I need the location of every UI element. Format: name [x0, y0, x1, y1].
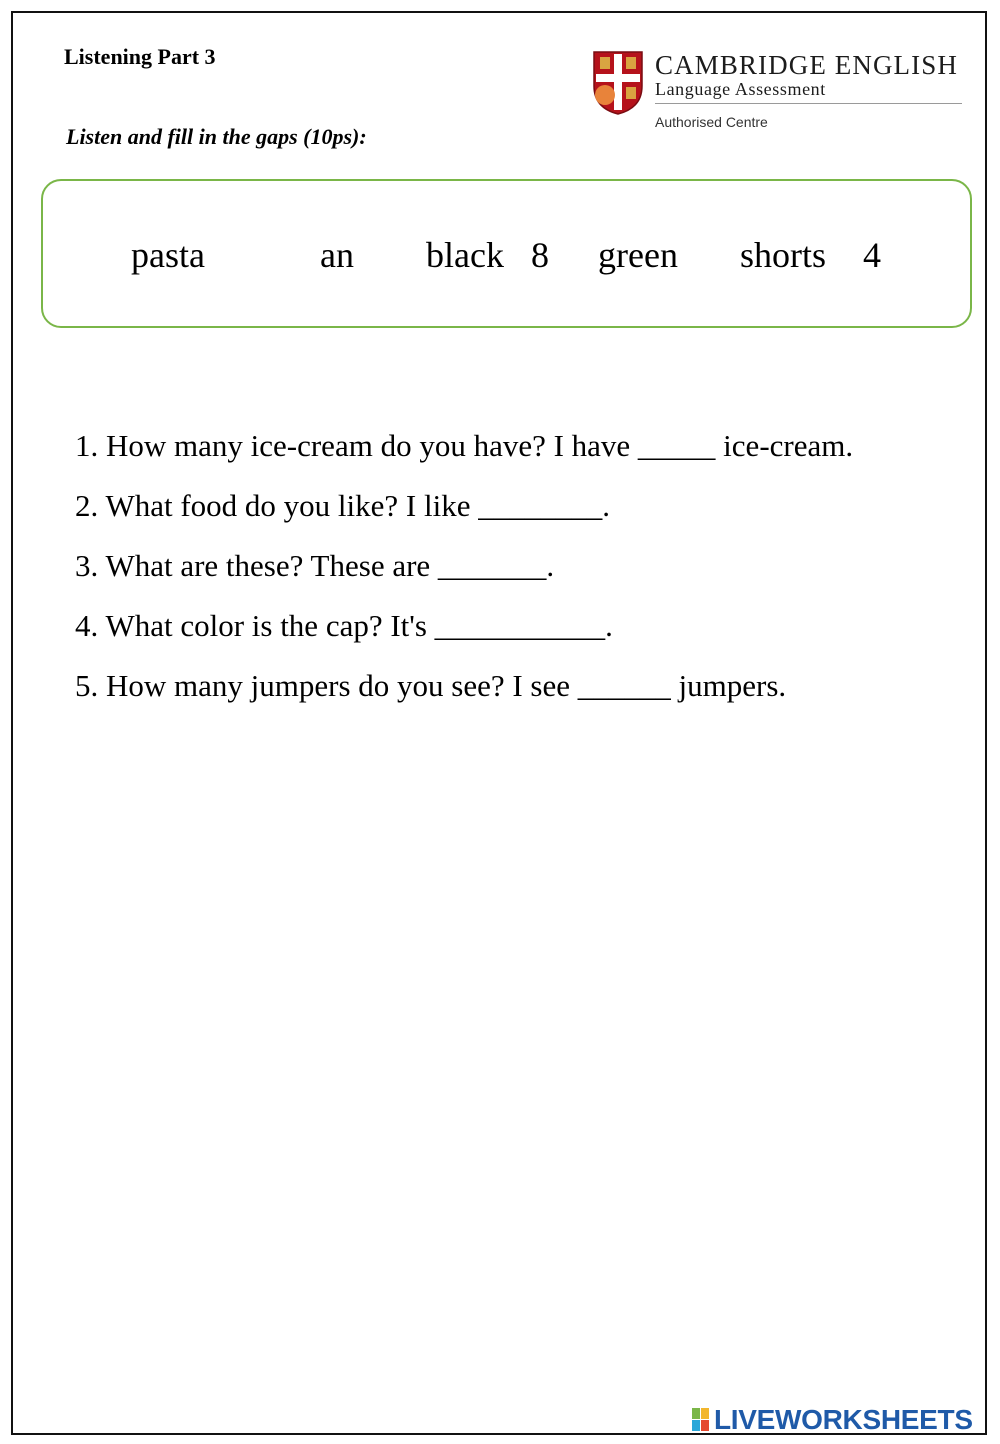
word-bank-item: green	[598, 235, 678, 275]
question-item: 1. How many ice-cream do you have? I have _____ ice-cream.	[75, 428, 854, 463]
question-item: 5. How many jumpers do you see? I see ______ jumpers.	[75, 668, 787, 703]
word-bank-item: 8	[531, 235, 549, 275]
word-bank-item: pasta	[131, 235, 205, 275]
word-bank	[41, 179, 972, 328]
watermark-text: LIVEWORKSHEETS	[714, 1404, 973, 1435]
logo-centre: Authorised Centre	[655, 114, 768, 130]
cambridge-logo	[592, 50, 964, 134]
cambridge-crest-icon	[592, 50, 644, 116]
question-item: 4. What color is the cap? It's ___________.	[75, 608, 613, 643]
question-list	[75, 428, 853, 728]
logo-divider	[655, 103, 962, 104]
question-item: 2. What food do you like? I like ________.	[75, 488, 610, 523]
liveworksheets-icon	[692, 1408, 710, 1432]
instructions: Listen and fill in the gaps (10ps):	[66, 124, 367, 149]
page-title: Listening Part 3	[64, 44, 216, 69]
liveworksheets-watermark[interactable]	[692, 1405, 988, 1433]
logo-brand: CAMBRIDGE ENGLISH	[655, 50, 958, 80]
word-bank-item: shorts	[740, 235, 827, 275]
word-bank-item: black	[426, 235, 504, 275]
word-bank-item: an	[320, 235, 354, 275]
logo-subtitle: Language Assessment	[655, 79, 826, 99]
question-item: 3. What are these? These are _______.	[75, 548, 555, 583]
word-bank-item: 4	[863, 235, 881, 275]
